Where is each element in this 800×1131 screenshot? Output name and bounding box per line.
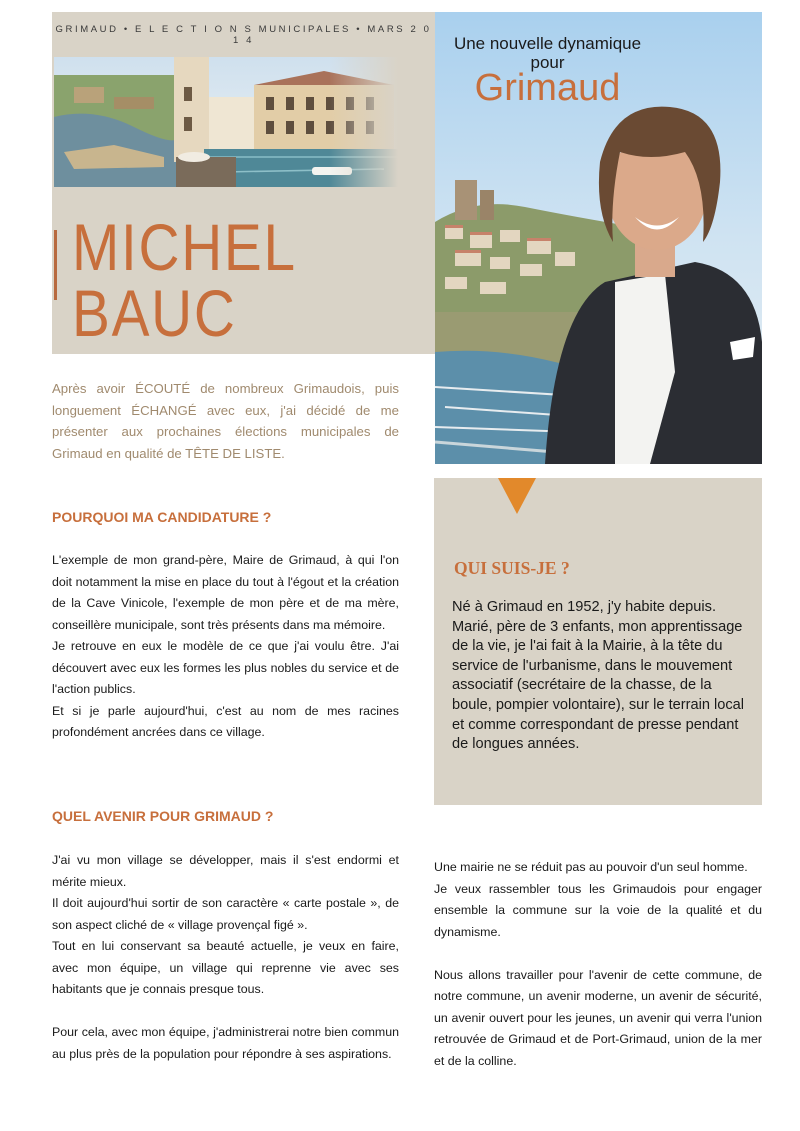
down-arrow-icon (498, 478, 536, 514)
tagline-line-1: Une nouvelle dynamique (453, 34, 642, 53)
paragraph: Et si je parle aujourd'hui, c'est au nom de mes racines profondément ancrées dans ce village. (52, 703, 399, 739)
tagline-line-2: pour (530, 53, 565, 72)
qui-suis-je-box (434, 478, 762, 805)
port-grimaud-photo (54, 57, 398, 187)
paragraph: L'exemple de mon grand-père, Maire de Grimaud, à qui l'on doit notamment la mise en place du tout à l'égout et la création de la Cave Vinicole, l'exemple de mon père et de ma mère, conseillère municipale, sont très présents dans ma mémoire. (52, 553, 399, 632)
paragraph: Nous allons travailler pour l'avenir de cette commune, de notre commune, un avenir moderne, un avenir de sécurité, un avenir ouvert pour les jeunes, un avenir qui verra l'union retrouvée de Grimaud et de Port-Grimaud, union de la mer et de la colline. (434, 967, 762, 1068)
paragraph: Il doit aujourd'hui sortir de son caractère « carte postale », de son aspect cliché de « village provençal figé ». (52, 896, 399, 932)
candidate-name: MICHEL BAUC (72, 210, 295, 350)
paragraph: J'ai vu mon village se développer, mais il s'est endormi et mérite mieux. (52, 853, 399, 889)
name-accent-bar (54, 230, 57, 300)
candidature-title: POURQUOI MA CANDIDATURE ? (52, 509, 272, 525)
paragraph: Tout en lui conservant sa beauté actuelle, je veux en faire, avec mon équipe, un village qui reprenne vie avec ses habitants que je connais presque tous. (52, 939, 399, 996)
intro-text: Après avoir ÉCOUTÉ de nombreux Grimaudois, puis longuement ÉCHANGÉ avec eux, j'ai décidé de me présenter aux prochaines élections municipales de Grimaud en qualité de TÊTE DE LISTE. (52, 381, 399, 461)
right-column-text (434, 857, 762, 1072)
qui-suis-je-text: Né à Grimaud en 1952, j'y habite depuis. Marié, père de 3 enfants, mon apprentissage de la vie, je l'ai fait à la Mairie, à la tête du service de l'urbanisme, dans le mouvement associatif (secrétaire de la chasse, de la boule, pompier volontaire), sur le terrain local et comme correspondant de presse pendant de longues années. (452, 599, 745, 753)
qui-suis-je-title: QUI SUIS-JE ? (454, 558, 570, 578)
town-name: Grimaud (474, 67, 621, 109)
election-kicker: GRIMAUD • E L E C T I O N S MUNICIPALES • MARS 2 0 1 4 (55, 24, 432, 46)
paragraph: Pour cela, avec mon équipe, j'administrerai notre bien commun au plus près de la population pour répondre à ses aspirations. (52, 1025, 399, 1061)
avenir-text (52, 850, 399, 1065)
paragraph: Je veux rassembler tous les Grimaudois pour engager ensemble la commune sur la voie de la qualité et du dynamisme. (434, 881, 762, 939)
paragraph: Je retrouve en eux le modèle de ce que j'ai voulu être. J'ai découvert avec eux les formes les plus nobles du service et de l'action publics. (52, 639, 399, 696)
candidature-text (52, 550, 399, 744)
paragraph: Une mairie ne se réduit pas au pouvoir d'un seul homme. (434, 860, 748, 874)
avenir-title: QUEL AVENIR POUR GRIMAUD ? (52, 808, 274, 824)
portrait-panel (435, 12, 762, 464)
header-panel (52, 12, 435, 354)
